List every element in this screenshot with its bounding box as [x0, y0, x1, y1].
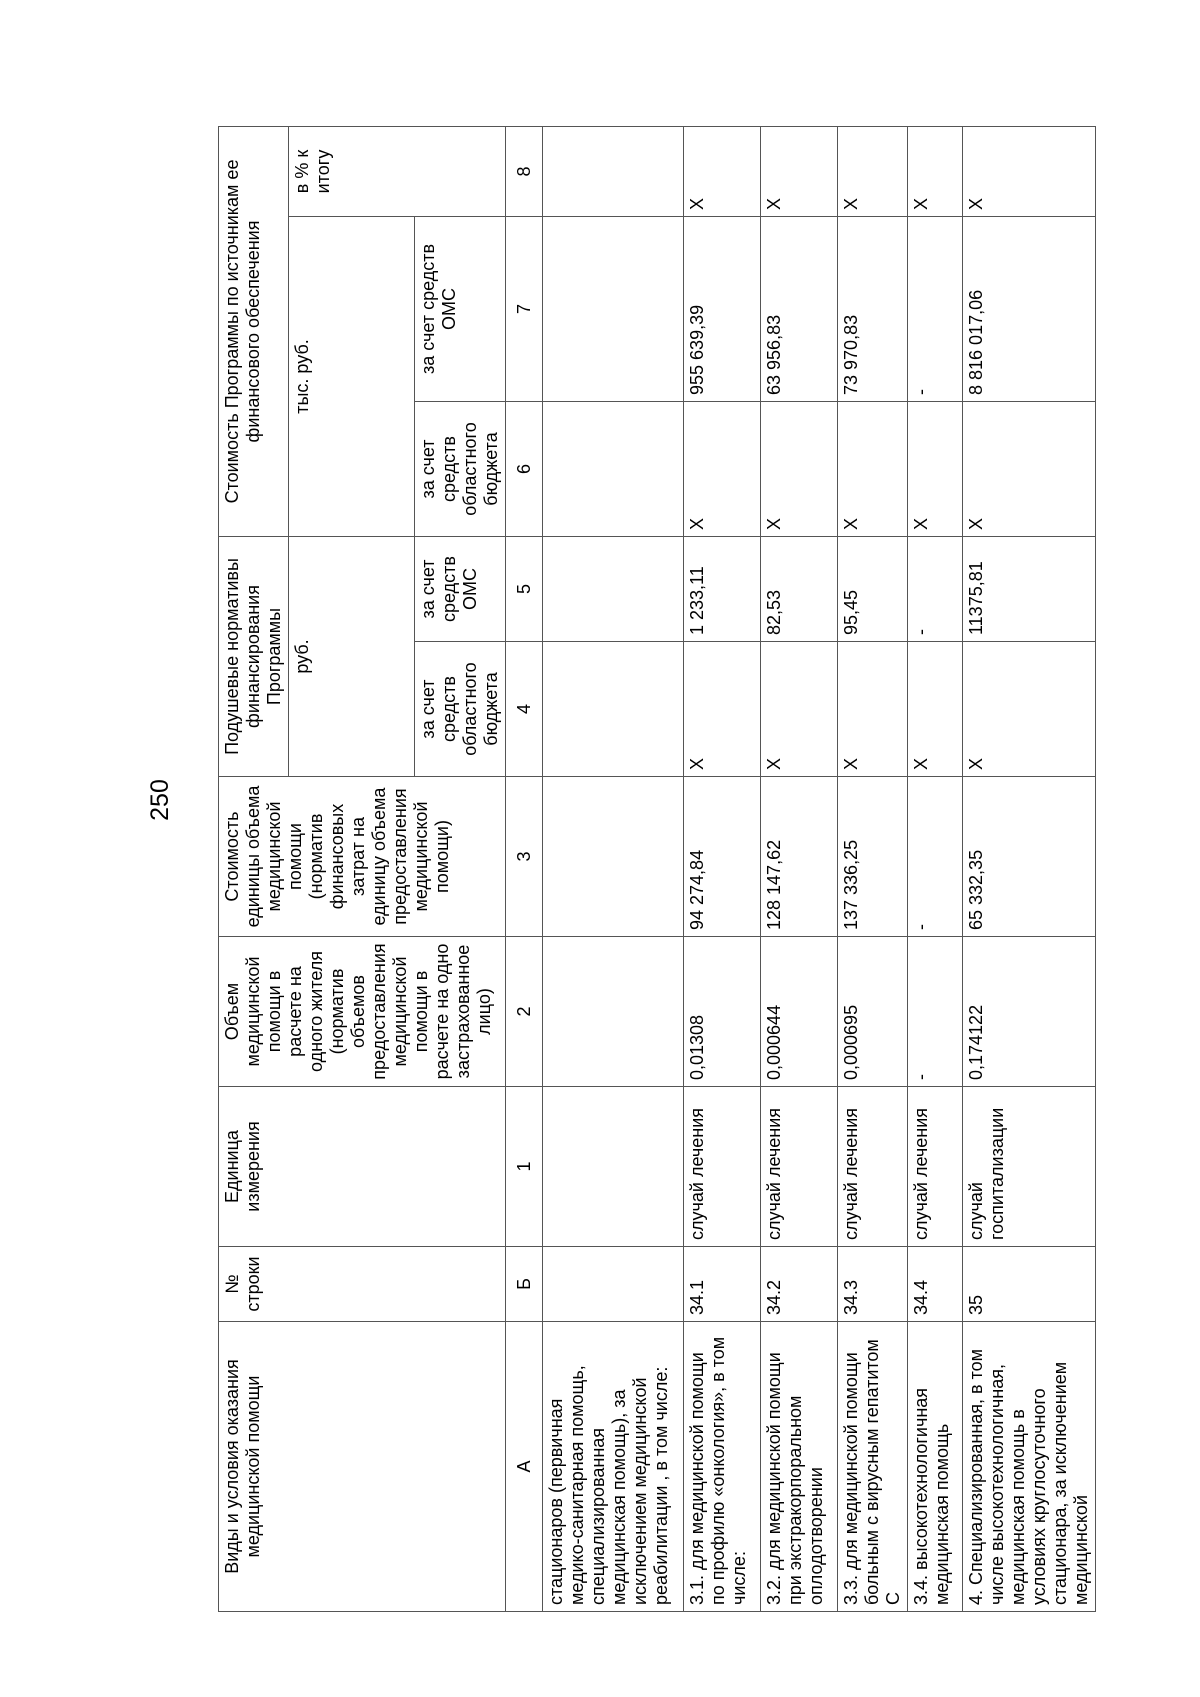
row-norm-oms: 82,53: [761, 536, 838, 641]
row-norm-budget: [543, 642, 684, 777]
row-type: 3.1. для медицинской помощи по профилю «онкология», в том числе:: [684, 1322, 761, 1612]
row-volume: -: [908, 937, 963, 1087]
header-row-1: [219, 126, 289, 1611]
row-norm-oms: -: [908, 536, 963, 641]
row-unit: случай лечения: [684, 1087, 761, 1247]
header-col-6: за счет средств областного бюджета: [415, 401, 506, 536]
row-volume: 0,000695: [838, 937, 908, 1087]
row-unit-cost: 128 147,62: [761, 777, 838, 937]
row-cost-oms: -: [908, 216, 963, 401]
col-number: А: [506, 1322, 543, 1612]
row-cost-budget: Х: [684, 401, 761, 536]
col-number: 5: [506, 536, 543, 641]
header-col-b: № строки: [219, 1247, 506, 1322]
row-norm-budget: Х: [963, 642, 1096, 777]
header-col-5: за счет средств ОМС: [415, 536, 506, 641]
column-number-row: [506, 126, 543, 1611]
row-unit-cost: [543, 777, 684, 937]
row-unit: случай лечения: [908, 1087, 963, 1247]
row-unit-cost: -: [908, 777, 963, 937]
row-number: 34.3: [838, 1247, 908, 1322]
table-row: [908, 126, 963, 1611]
row-cost-budget: [543, 401, 684, 536]
table-row: [543, 126, 684, 1611]
row-number: [543, 1247, 684, 1322]
row-percent: Х: [908, 126, 963, 216]
row-percent: Х: [963, 126, 1096, 216]
header-col-2: Объем медицинской помощи в расчете на одного жителя (норматив объемов предоставления медицинской помощи в расчете на одно застрахованное лицо): [219, 937, 506, 1087]
col-number: 3: [506, 777, 543, 937]
row-percent: Х: [761, 126, 838, 216]
row-type: 3.2. для медицинской помощи при экстракорпоральном оплодотворении: [761, 1322, 838, 1612]
row-percent: Х: [684, 126, 761, 216]
row-number: 34.2: [761, 1247, 838, 1322]
row-norm-budget: Х: [838, 642, 908, 777]
row-percent: Х: [838, 126, 908, 216]
row-percent: [543, 126, 684, 216]
row-cost-oms: 955 639,39: [684, 216, 761, 401]
row-norm-oms: [543, 536, 684, 641]
row-norm-oms: 95,45: [838, 536, 908, 641]
page-number: 250: [146, 779, 174, 821]
header-thous-rub: тыс. руб.: [289, 216, 415, 536]
col-number: 7: [506, 216, 543, 401]
row-norm-budget: Х: [761, 642, 838, 777]
rotated-table-container: [218, 127, 1138, 1612]
row-unit: случай госпитализации: [963, 1087, 1096, 1247]
row-norm-oms: 1 233,11: [684, 536, 761, 641]
table-row: [963, 126, 1096, 1611]
row-volume: 0,000644: [761, 937, 838, 1087]
row-norm-budget: Х: [684, 642, 761, 777]
row-number: 35: [963, 1247, 1096, 1322]
row-unit: случай лечения: [761, 1087, 838, 1247]
table-row: [838, 126, 908, 1611]
col-number: 4: [506, 642, 543, 777]
table-row: [761, 126, 838, 1611]
col-number: 8: [506, 126, 543, 216]
row-unit: случай лечения: [838, 1087, 908, 1247]
header-col-8: в % к итогу: [289, 126, 506, 216]
header-group-norms: Подушевые нормативы финансирования Программы: [219, 536, 289, 776]
row-cost-budget: Х: [908, 401, 963, 536]
row-unit-cost: 137 336,25: [838, 777, 908, 937]
col-number: 2: [506, 937, 543, 1087]
row-number: 34.4: [908, 1247, 963, 1322]
row-norm-oms: 11375,81: [963, 536, 1096, 641]
row-number: 34.1: [684, 1247, 761, 1322]
row-norm-budget: Х: [908, 642, 963, 777]
header-col-3: Стоимость единицы объема медицинской помощи (норматив финансовых затрат на единицу объема предоставления медицинской помощи): [219, 777, 506, 937]
header-rub: руб.: [289, 536, 415, 776]
row-cost-oms: 73 970,83: [838, 216, 908, 401]
table-row: [684, 126, 761, 1611]
row-cost-oms: 63 956,83: [761, 216, 838, 401]
header-group-cost: Стоимость Программы по источникам ее финансового обеспечения: [219, 126, 289, 536]
row-unit: [543, 1087, 684, 1247]
row-cost-budget: Х: [963, 401, 1096, 536]
header-col-1: Единица измерения: [219, 1087, 506, 1247]
financing-table: [218, 126, 1096, 1612]
header-col-7: за счет средств ОМС: [415, 216, 506, 401]
row-cost-budget: Х: [761, 401, 838, 536]
row-unit-cost: 94 274,84: [684, 777, 761, 937]
row-volume: [543, 937, 684, 1087]
row-volume: 0,01308: [684, 937, 761, 1087]
col-number: 6: [506, 401, 543, 536]
header-col-a: Виды и условия оказания медицинской помощи: [219, 1322, 506, 1612]
col-number: Б: [506, 1247, 543, 1322]
row-unit-cost: 65 332,35: [963, 777, 1096, 937]
row-cost-oms: 8 816 017,06: [963, 216, 1096, 401]
header-col-4: за счет средств областного бюджета: [415, 642, 506, 777]
row-volume: 0,174122: [963, 937, 1096, 1087]
row-type: 4. Специализированная, в том числе высокотехнологичная, медицинская помощь в условиях круглосуточного стационара, за исключением медицинской: [963, 1322, 1096, 1612]
row-cost-oms: [543, 216, 684, 401]
row-type: 3.4. высокотехнологичная медицинская помощь: [908, 1322, 963, 1612]
row-type: стационаров (первичная медико-санитарная помощь, специализированная медицинская помощь), за исключением медицинской реабилитации , в том числе:: [543, 1322, 684, 1612]
row-type: 3.3. для медицинской помощи больным с вирусным гепатитом С: [838, 1322, 908, 1612]
col-number: 1: [506, 1087, 543, 1247]
row-cost-budget: Х: [838, 401, 908, 536]
